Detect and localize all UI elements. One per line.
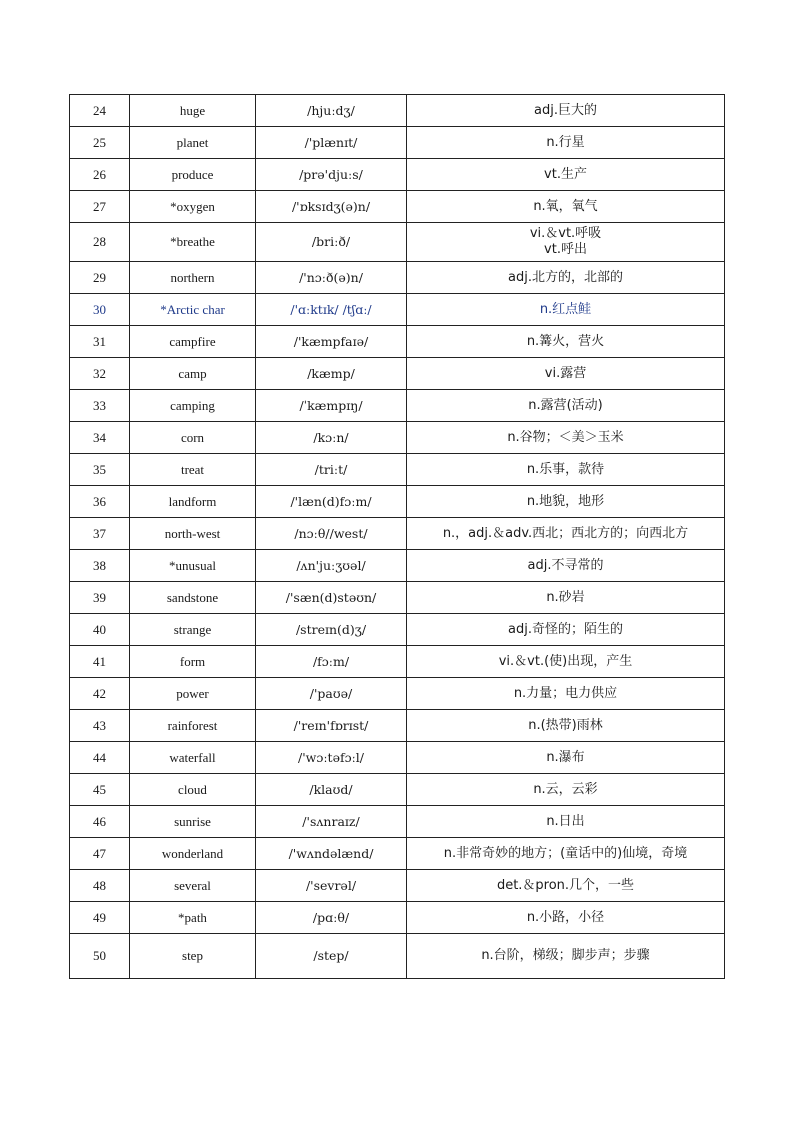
phonetic-cell: /'ɒksɪdʒ(ə)n/	[256, 191, 407, 223]
word-cell: rainforest	[130, 710, 256, 742]
row-number: 24	[70, 95, 130, 127]
row-number: 46	[70, 806, 130, 838]
table-row	[70, 294, 725, 326]
phonetic-cell: /kɔːn/	[256, 422, 407, 454]
meaning-line: adj.奇怪的；陌生的	[508, 621, 623, 637]
meaning-line: n.，adj.＆adv.西北；西北方的；向西北方	[442, 525, 689, 541]
table-row	[70, 902, 725, 934]
table-row	[70, 95, 725, 127]
row-number: 45	[70, 774, 130, 806]
phonetic-cell: /'nɔːð(ə)n/	[256, 262, 407, 294]
meaning-line: adj.不寻常的	[527, 557, 604, 573]
meaning-cell	[407, 294, 725, 326]
meaning-line: n.篝火，营火	[526, 333, 605, 349]
word-cell: form	[130, 646, 256, 678]
meaning-cell	[407, 390, 725, 422]
word-cell: camp	[130, 358, 256, 390]
phonetic-cell: /fɔːm/	[256, 646, 407, 678]
meaning-cell	[407, 518, 725, 550]
meaning-line: n.日出	[546, 813, 585, 829]
phonetic-cell: /pɑːθ/	[256, 902, 407, 934]
table-row	[70, 191, 725, 223]
row-number: 41	[70, 646, 130, 678]
word-cell: produce	[130, 159, 256, 191]
table-row	[70, 454, 725, 486]
table-row	[70, 358, 725, 390]
meaning-line: n.红点鲑	[539, 301, 592, 317]
table-row	[70, 390, 725, 422]
row-number: 28	[70, 223, 130, 262]
word-cell: *unusual	[130, 550, 256, 582]
table-row	[70, 518, 725, 550]
phonetic-cell: /'plænɪt/	[256, 127, 407, 159]
phonetic-cell: /briːð/	[256, 223, 407, 262]
table-row	[70, 223, 725, 262]
meaning-line: vi.＆vt.(使)出现，产生	[498, 653, 633, 669]
phonetic-cell: /kæmp/	[256, 358, 407, 390]
meaning-cell	[407, 806, 725, 838]
row-number: 35	[70, 454, 130, 486]
phonetic-cell: /'sæn(d)stəʊn/	[256, 582, 407, 614]
table-row	[70, 934, 725, 979]
word-cell: campfire	[130, 326, 256, 358]
row-number: 47	[70, 838, 130, 870]
meaning-line: n.小路，小径	[526, 909, 605, 925]
phonetic-cell: /'sevrəl/	[256, 870, 407, 902]
table-row	[70, 127, 725, 159]
meaning-cell	[407, 646, 725, 678]
table-row	[70, 159, 725, 191]
word-cell: *path	[130, 902, 256, 934]
meaning-line: n.行星	[546, 134, 585, 150]
table-row	[70, 422, 725, 454]
table-row	[70, 262, 725, 294]
word-cell: corn	[130, 422, 256, 454]
meaning-cell	[407, 678, 725, 710]
word-cell: huge	[130, 95, 256, 127]
meaning-cell	[407, 422, 725, 454]
word-cell: waterfall	[130, 742, 256, 774]
row-number: 42	[70, 678, 130, 710]
row-number: 27	[70, 191, 130, 223]
phonetic-cell: /hjuːdʒ/	[256, 95, 407, 127]
meaning-cell	[407, 582, 725, 614]
meaning-cell	[407, 159, 725, 191]
table-row	[70, 742, 725, 774]
meaning-line: n.谷物；＜美＞玉米	[507, 429, 624, 445]
row-number: 26	[70, 159, 130, 191]
meaning-cell	[407, 870, 725, 902]
phonetic-cell: /ʌn'juːʒʊəl/	[256, 550, 407, 582]
row-number: 29	[70, 262, 130, 294]
table-row	[70, 806, 725, 838]
phonetic-cell: /'paʊə/	[256, 678, 407, 710]
word-cell: wonderland	[130, 838, 256, 870]
meaning-line: adj.北方的，北部的	[508, 269, 623, 285]
phonetic-cell: /'sʌnraɪz/	[256, 806, 407, 838]
word-cell: *oxygen	[130, 191, 256, 223]
phonetic-cell: /nɔːθ//west/	[256, 518, 407, 550]
meaning-cell	[407, 710, 725, 742]
meaning-cell	[407, 838, 725, 870]
meaning-line: vt.生产	[544, 166, 587, 182]
table-row	[70, 614, 725, 646]
word-cell: *breathe	[130, 223, 256, 262]
phonetic-cell: /'ɑːktɪk/ /tʃɑː/	[256, 294, 407, 326]
row-number: 36	[70, 486, 130, 518]
table-row	[70, 710, 725, 742]
vocabulary-table	[69, 94, 725, 979]
meaning-cell	[407, 127, 725, 159]
table-row	[70, 838, 725, 870]
row-number: 25	[70, 127, 130, 159]
row-number: 43	[70, 710, 130, 742]
meaning-cell	[407, 774, 725, 806]
word-cell: step	[130, 934, 256, 979]
row-number: 32	[70, 358, 130, 390]
meaning-line: n.非常奇妙的地方；(童话中的)仙境，奇境	[443, 845, 688, 861]
meaning-line: vt.呼出	[544, 242, 587, 257]
word-cell: *Arctic char	[130, 294, 256, 326]
vocabulary-table-body	[70, 95, 725, 979]
table-row	[70, 486, 725, 518]
table-row	[70, 326, 725, 358]
meaning-cell	[407, 223, 725, 262]
meaning-cell	[407, 742, 725, 774]
meaning-cell	[407, 326, 725, 358]
word-cell: treat	[130, 454, 256, 486]
row-number: 44	[70, 742, 130, 774]
meaning-line: n.乐事，款待	[526, 461, 605, 477]
word-cell: northern	[130, 262, 256, 294]
meaning-line: n.力量；电力供应	[513, 685, 618, 701]
meaning-cell	[407, 486, 725, 518]
meaning-cell	[407, 614, 725, 646]
word-cell: sandstone	[130, 582, 256, 614]
meaning-line: n.云，云彩	[533, 781, 598, 797]
phonetic-cell: /prə'djuːs/	[256, 159, 407, 191]
meaning-line: n.氧，氧气	[533, 198, 598, 214]
phonetic-cell: /'reɪn'fɒrɪst/	[256, 710, 407, 742]
table-row	[70, 870, 725, 902]
row-number: 38	[70, 550, 130, 582]
table-row	[70, 646, 725, 678]
row-number: 40	[70, 614, 130, 646]
meaning-line: n.台阶，梯级；脚步声；步骤	[481, 948, 650, 963]
meaning-line: vi.＆vt.呼吸	[529, 226, 602, 241]
row-number: 33	[70, 390, 130, 422]
table-row	[70, 774, 725, 806]
meaning-line: adj.巨大的	[534, 102, 597, 118]
meaning-line: n.砂岩	[546, 589, 585, 605]
word-cell: strange	[130, 614, 256, 646]
phonetic-cell: /ˈkæmpɪŋ/	[256, 390, 407, 422]
phonetic-cell: /triːt/	[256, 454, 407, 486]
meaning-cell	[407, 358, 725, 390]
phonetic-cell: /klaʊd/	[256, 774, 407, 806]
word-cell: camping	[130, 390, 256, 422]
row-number: 34	[70, 422, 130, 454]
meaning-line: n.(热带)雨林	[528, 717, 603, 733]
row-number: 30	[70, 294, 130, 326]
meaning-cell	[407, 550, 725, 582]
row-number: 49	[70, 902, 130, 934]
word-cell: several	[130, 870, 256, 902]
word-cell: power	[130, 678, 256, 710]
meaning-line: det.＆pron.几个，一些	[496, 877, 635, 893]
word-cell: north-west	[130, 518, 256, 550]
table-row	[70, 678, 725, 710]
meaning-cell	[407, 454, 725, 486]
row-number: 31	[70, 326, 130, 358]
row-number: 48	[70, 870, 130, 902]
row-number: 50	[70, 934, 130, 979]
meaning-cell	[407, 95, 725, 127]
word-cell: cloud	[130, 774, 256, 806]
table-row	[70, 582, 725, 614]
meaning-line: n.瀑布	[546, 749, 585, 765]
table-row	[70, 550, 725, 582]
phonetic-cell: /'læn(d)fɔːm/	[256, 486, 407, 518]
phonetic-cell: /'wɔːtəfɔːl/	[256, 742, 407, 774]
meaning-cell	[407, 262, 725, 294]
phonetic-cell: /step/	[256, 934, 407, 979]
phonetic-cell: /'kæmpfaɪə/	[256, 326, 407, 358]
word-cell: sunrise	[130, 806, 256, 838]
meaning-cell	[407, 191, 725, 223]
word-cell: planet	[130, 127, 256, 159]
meaning-cell	[407, 902, 725, 934]
phonetic-cell: /'wʌndəlænd/	[256, 838, 407, 870]
word-cell: landform	[130, 486, 256, 518]
row-number: 37	[70, 518, 130, 550]
meaning-line: vi.露营	[544, 365, 587, 381]
meaning-cell	[407, 934, 725, 979]
meaning-line: n.露营(活动)	[528, 397, 603, 413]
meaning-line: n.地貌，地形	[526, 493, 605, 509]
row-number: 39	[70, 582, 130, 614]
phonetic-cell: /streɪn(d)ʒ/	[256, 614, 407, 646]
